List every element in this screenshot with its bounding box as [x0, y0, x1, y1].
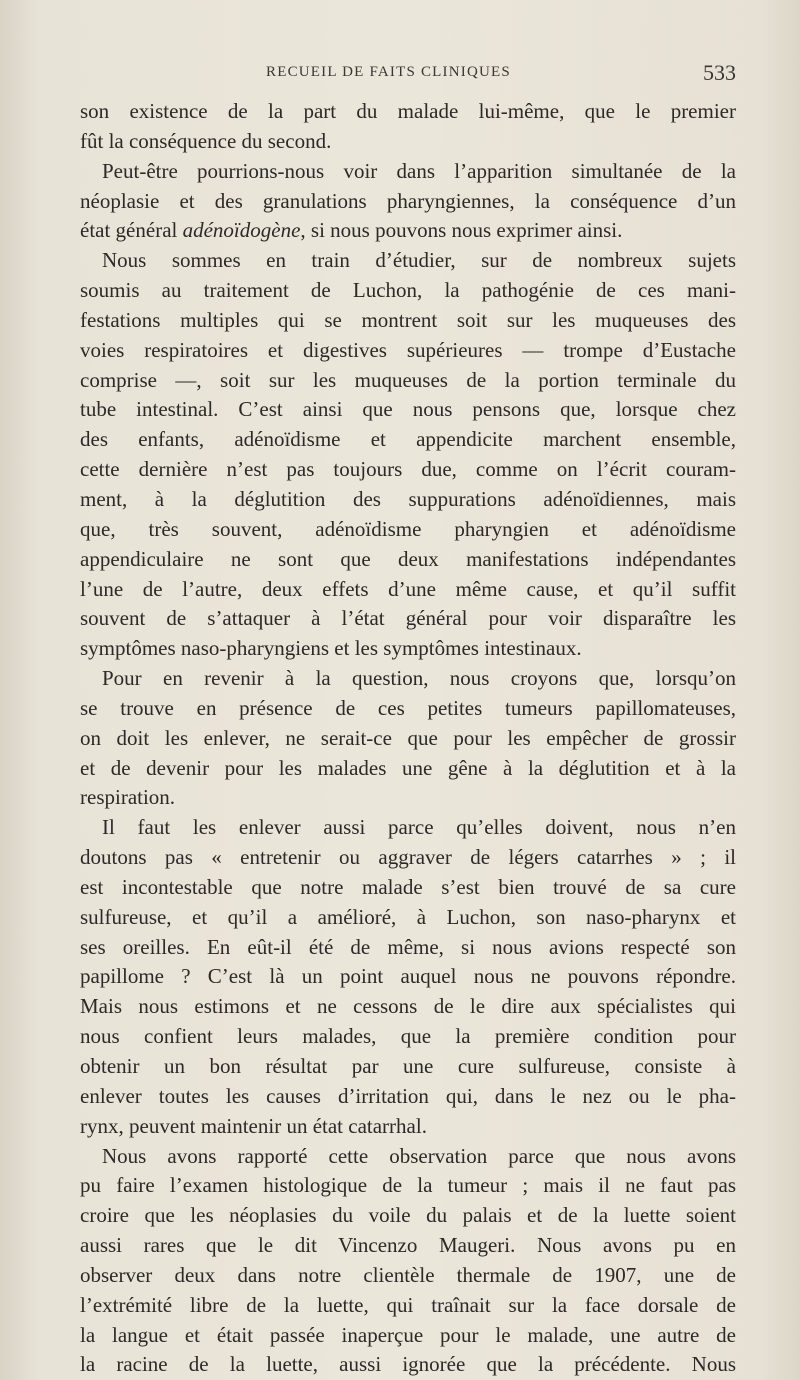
text-line: Nous avons rapporté cette observation parce que nous avons — [102, 1143, 736, 1168]
page-number: 533 — [703, 60, 736, 85]
text-line: Nous sommes en train d’étudier, sur de nombreux sujets — [102, 248, 736, 273]
text-line: on doit les enlever, ne serait-ce que pour les empêcher de grossir — [80, 725, 736, 750]
text-line — [80, 216, 736, 246]
text-line: Il faut les enlever aussi parce qu’elles doivent, nous n’en — [102, 815, 736, 840]
text-line: ses oreilles. En eût-il été de même, si nous avions respecté son — [80, 934, 736, 959]
text-line: sulfureuse, et qu’il a amélioré, à Luchon, son naso-pharynx et — [80, 904, 736, 929]
text-line: nous confient leurs malades, que la première condition pour — [80, 1024, 736, 1049]
text-line: doutons pas « entretenir ou aggraver de légers catarrhes » ; il — [80, 845, 736, 870]
text-line: Pour en revenir à la question, nous croyons que, lorsqu’on — [102, 666, 736, 691]
text-line: l’extrémité libre de la luette, qui traînait sur la face dorsale de — [80, 1292, 736, 1317]
text-line: des enfants, adénoïdisme et appendicite marchent ensemble, — [80, 427, 736, 452]
text-line: cette dernière n’est pas toujours due, comme on l’écrit couram- — [80, 457, 736, 482]
text-line: voies respiratoires et digestives supérieures — trompe d’Eustache — [80, 337, 736, 362]
text-line: l’une de l’autre, deux effets d’une même cause, et qu’il suffit — [80, 576, 736, 601]
body-text — [80, 97, 736, 1380]
text-line: son existence de la part du malade lui-même, que le premier — [80, 99, 736, 123]
text-line: appendiculaire ne sont que deux manifestations indépendantes — [80, 546, 736, 571]
running-head-title: RECUEIL DE FAITS CLINIQUES — [266, 64, 511, 80]
text-line: Peut-être pourrions-nous voir dans l’apparition simultanée de la — [102, 158, 736, 183]
text-line: tube intestinal. C’est ainsi que nous pensons que, lorsque chez — [80, 397, 736, 422]
text-line: néoplasie et des granulations pharyngiennes, la conséquence d’un — [80, 188, 736, 213]
text-line: festations multiples qui se montrent soit sur les muqueuses des — [80, 307, 736, 332]
text-line: souvent de s’attaquer à l’état général pour voir disparaître les — [80, 606, 736, 631]
text-segment: , si nous pouvons nous exprimer ainsi. — [300, 218, 623, 243]
text-line: fût la conséquence du second. — [80, 128, 332, 153]
text-line: symptômes naso-pharyngiens et les symptômes intestinaux. — [80, 636, 582, 661]
running-head — [80, 62, 736, 88]
text-segment: état général — [80, 218, 183, 243]
text-line: pu faire l’examen histologique de la tumeur ; mais il ne faut pas — [80, 1173, 736, 1198]
text-line: rynx, peuvent maintenir un état catarrhal. — [80, 1113, 427, 1138]
text-line: observer deux dans notre clientèle thermale de 1907, une de — [80, 1262, 736, 1287]
text-line: la racine de la luette, aussi ignorée que la précédente. Nous — [80, 1352, 736, 1377]
text-line: enlever toutes les causes d’irritation qui, dans le nez ou le pha- — [80, 1083, 736, 1108]
text-line: respiration. — [80, 785, 176, 810]
text-line: ment, à la déglutition des suppurations adénoïdiennes, mais — [80, 486, 736, 511]
text-line: croire que les néoplasies du voile du palais et de la luette soient — [80, 1203, 736, 1228]
italic-term: adénoïdogène — [182, 218, 301, 243]
text-line: aussi rares que le dit Vincenzo Maugeri. Nous avons pu en — [80, 1233, 736, 1258]
text-line: Mais nous estimons et ne cessons de le dire aux spécialistes qui — [80, 994, 736, 1019]
text-line: comprise —, soit sur les muqueuses de la portion terminale du — [80, 367, 736, 392]
text-line: se trouve en présence de ces petites tumeurs papillomateuses, — [80, 695, 736, 720]
text-line: obtenir un bon résultat par une cure sulfureuse, consiste à — [80, 1054, 736, 1078]
text-line: que, très souvent, adénoïdisme pharyngien et adénoïdisme — [80, 516, 736, 541]
text-line: la langue et était passée inaperçue pour le malade, une autre de — [80, 1322, 736, 1347]
text-line: papillome ? C’est là un point auquel nous ne pouvons répondre. — [80, 964, 736, 989]
text-line: soumis au traitement de Luchon, la pathogénie de ces mani- — [80, 278, 736, 303]
text-line: est incontestable que notre malade s’est bien trouvé de sa cure — [80, 874, 736, 899]
text-line: et de devenir pour les malades une gêne à la déglutition et à la — [80, 755, 736, 780]
